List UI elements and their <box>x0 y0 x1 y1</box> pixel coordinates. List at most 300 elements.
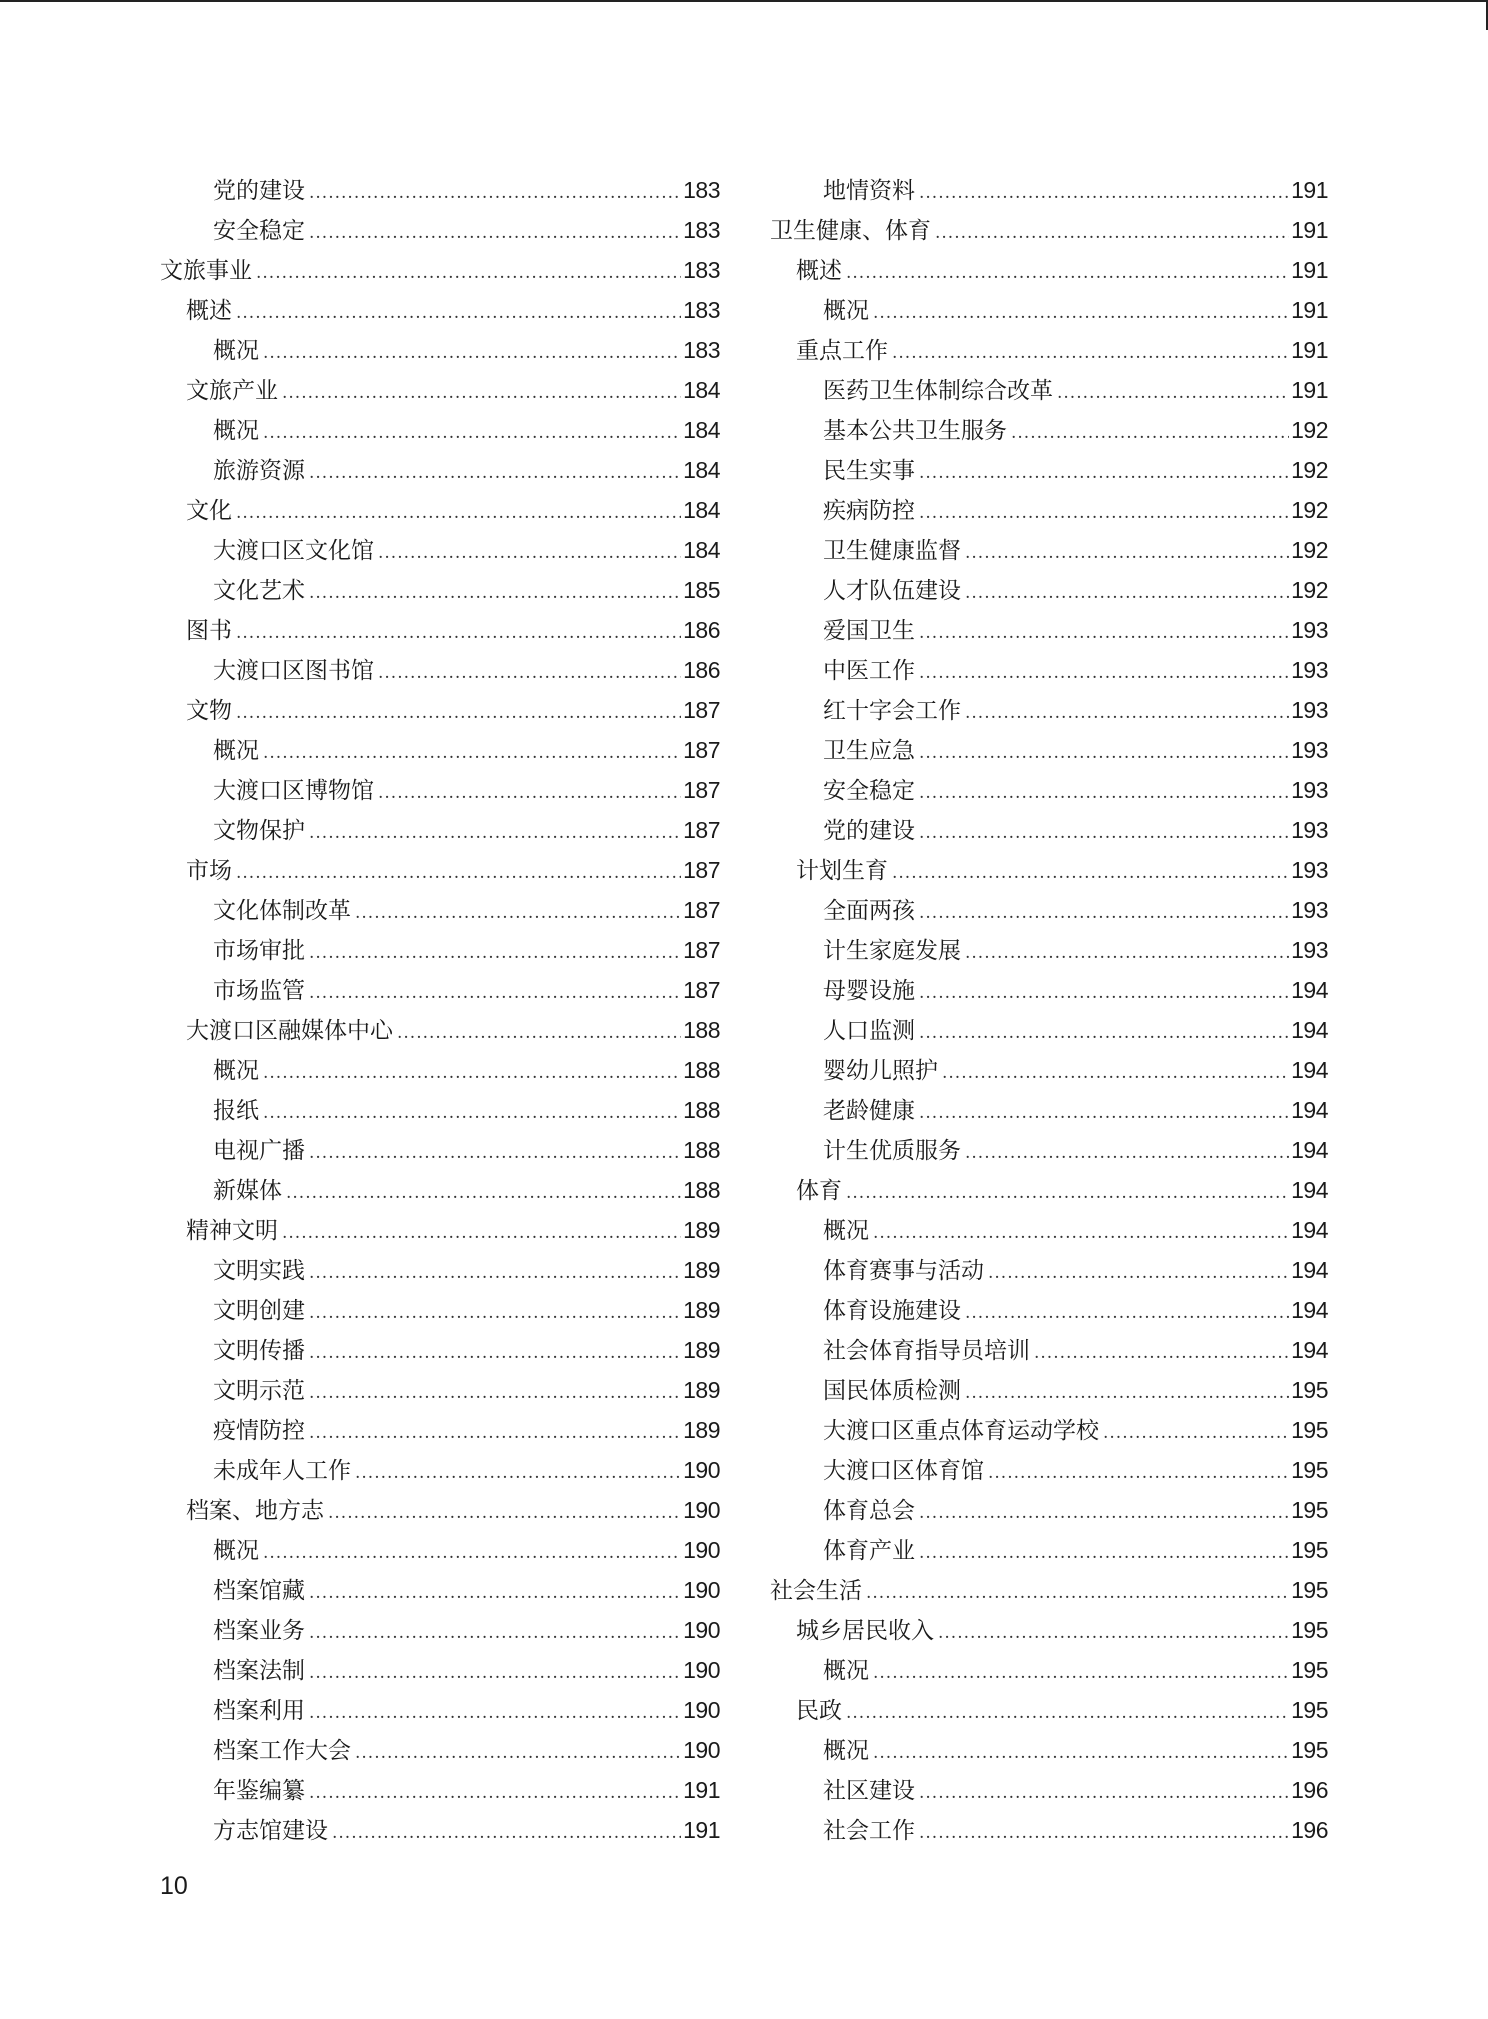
dot-leader <box>919 1493 1289 1533</box>
toc-entry[interactable] <box>160 1370 720 1410</box>
toc-entry-page: 191 <box>683 1817 720 1843</box>
toc-entry-page: 196 <box>1291 1817 1328 1843</box>
toc-entry-page: 184 <box>683 417 720 443</box>
dot-leader <box>846 1173 1289 1213</box>
toc-entry-page: 189 <box>683 1337 720 1363</box>
dot-leader <box>309 1693 681 1733</box>
toc-entry-title: 电视广播 <box>213 1138 305 1164</box>
toc-entry-page: 187 <box>683 857 720 883</box>
toc-entry[interactable] <box>770 610 1328 650</box>
toc-entry[interactable] <box>160 810 720 850</box>
dot-leader <box>309 973 681 1013</box>
toc-entry-page: 187 <box>683 737 720 763</box>
toc-entry-title: 中医工作 <box>823 658 915 684</box>
toc-entry-title: 体育产业 <box>823 1538 915 1564</box>
toc-entry[interactable] <box>160 610 720 650</box>
dot-leader <box>256 253 681 293</box>
toc-entry-title: 文明创建 <box>213 1298 305 1324</box>
toc-entry-page: 183 <box>683 297 720 323</box>
toc-entry-page: 187 <box>683 697 720 723</box>
toc-entry-title: 市场 <box>186 858 232 884</box>
dot-leader <box>378 773 681 813</box>
toc-entry-title: 档案业务 <box>213 1618 305 1644</box>
toc-entry[interactable] <box>160 730 720 770</box>
toc-entry[interactable] <box>770 970 1328 1010</box>
toc-entry-page: 194 <box>1291 1337 1328 1363</box>
toc-entry[interactable] <box>770 1170 1328 1210</box>
dot-leader <box>873 1733 1289 1773</box>
toc-entry-page: 192 <box>1291 457 1328 483</box>
toc-entry[interactable] <box>160 1010 720 1050</box>
dot-leader <box>309 1133 681 1173</box>
toc-entry[interactable] <box>160 450 720 490</box>
toc-entry-page: 188 <box>683 1177 720 1203</box>
toc-entry-page: 194 <box>1291 1177 1328 1203</box>
toc-entry-page: 195 <box>1291 1377 1328 1403</box>
toc-entry-title: 概况 <box>213 738 259 764</box>
toc-entry[interactable] <box>160 1810 720 1850</box>
toc-entry-page: 191 <box>1291 217 1328 243</box>
toc-entry-page: 186 <box>683 657 720 683</box>
toc-entry-title: 档案、地方志 <box>186 1498 324 1524</box>
toc-entry-title: 人才队伍建设 <box>823 578 961 604</box>
toc-entry-page: 190 <box>683 1497 720 1523</box>
dot-leader <box>965 1133 1289 1173</box>
dot-leader <box>309 1293 681 1333</box>
toc-entry[interactable] <box>160 1450 720 1490</box>
toc-entry[interactable] <box>770 850 1328 890</box>
toc-entry-title: 概况 <box>213 1538 259 1564</box>
toc-entry[interactable] <box>770 1490 1328 1530</box>
toc-entry-page: 187 <box>683 777 720 803</box>
toc-entry-title: 概述 <box>796 258 842 284</box>
toc-entry-page: 193 <box>1291 737 1328 763</box>
dot-leader <box>965 1373 1289 1413</box>
toc-entry[interactable] <box>160 1490 720 1530</box>
toc-entry[interactable] <box>160 570 720 610</box>
toc-entry-page: 184 <box>683 377 720 403</box>
toc-entry-title: 文物 <box>186 698 232 724</box>
toc-entry[interactable] <box>770 490 1328 530</box>
toc-entry-title: 文化艺术 <box>213 578 305 604</box>
toc-entry[interactable] <box>770 1450 1328 1490</box>
toc-entry[interactable] <box>770 1010 1328 1050</box>
toc-entry-page: 192 <box>1291 497 1328 523</box>
toc-entry[interactable] <box>160 1210 720 1250</box>
toc-entry-page: 193 <box>1291 937 1328 963</box>
toc-entry[interactable] <box>160 1410 720 1450</box>
toc-entry-title: 全面两孩 <box>823 898 915 924</box>
toc-entry[interactable] <box>770 1050 1328 1090</box>
toc-entry-title: 旅游资源 <box>213 458 305 484</box>
toc-entry[interactable] <box>160 690 720 730</box>
toc-entry-page: 184 <box>683 497 720 523</box>
toc-entry[interactable] <box>770 330 1328 370</box>
toc-entry[interactable] <box>770 410 1328 450</box>
dot-leader <box>263 1053 681 1093</box>
dot-leader <box>263 333 681 373</box>
dot-leader <box>263 1533 681 1573</box>
toc-entry[interactable] <box>770 1130 1328 1170</box>
toc-entry-title: 档案利用 <box>213 1698 305 1724</box>
toc-entry-title: 基本公共卫生服务 <box>823 418 1007 444</box>
toc-entry-page: 193 <box>1291 617 1328 643</box>
toc-entry-title: 文旅产业 <box>186 378 278 404</box>
dot-leader <box>263 733 681 773</box>
toc-entry[interactable] <box>770 810 1328 850</box>
toc-entry[interactable] <box>160 1650 720 1690</box>
toc-entry[interactable] <box>160 1170 720 1210</box>
dot-leader <box>919 653 1289 693</box>
toc-entry[interactable] <box>160 850 720 890</box>
toc-entry-title: 市场监管 <box>213 978 305 1004</box>
toc-entry[interactable] <box>770 1690 1328 1730</box>
dot-leader <box>236 613 681 653</box>
toc-entry-title: 社区建设 <box>823 1778 915 1804</box>
toc-entry-title: 母婴设施 <box>823 978 915 1004</box>
toc-entry[interactable] <box>160 1250 720 1290</box>
dot-leader <box>309 1773 681 1813</box>
toc-entry-title: 大渡口区体育馆 <box>823 1458 984 1484</box>
toc-entry[interactable] <box>160 410 720 450</box>
toc-entry[interactable] <box>770 1650 1328 1690</box>
toc-entry-page: 195 <box>1291 1657 1328 1683</box>
dot-leader <box>873 1213 1289 1253</box>
toc-entry-page: 193 <box>1291 657 1328 683</box>
toc-entry[interactable] <box>770 1290 1328 1330</box>
toc-entry-title: 文旅事业 <box>160 258 252 284</box>
toc-left-column <box>160 170 720 1850</box>
toc-entry[interactable] <box>160 1050 720 1090</box>
toc-entry-title: 精神文明 <box>186 1218 278 1244</box>
dot-leader <box>1103 1413 1289 1453</box>
toc-entry[interactable] <box>770 370 1328 410</box>
toc-entry[interactable] <box>160 330 720 370</box>
toc-entry-title: 地情资料 <box>823 178 915 204</box>
toc-entry-page: 187 <box>683 937 720 963</box>
toc-entry-title: 卫生健康监督 <box>823 538 961 564</box>
toc-entry-title: 计划生育 <box>796 858 888 884</box>
toc-entry-page: 187 <box>683 817 720 843</box>
top-border-line <box>0 0 1488 2</box>
toc-entry-page: 183 <box>683 337 720 363</box>
toc-entry-title: 大渡口区图书馆 <box>213 658 374 684</box>
toc-entry[interactable] <box>160 770 720 810</box>
toc-entry[interactable] <box>770 290 1328 330</box>
toc-entry-page: 190 <box>683 1657 720 1683</box>
dot-leader <box>965 533 1289 573</box>
toc-entry-page: 183 <box>683 177 720 203</box>
toc-entry-page: 191 <box>683 1777 720 1803</box>
toc-entry[interactable] <box>770 170 1328 210</box>
toc-entry-title: 大渡口区融媒体中心 <box>186 1018 393 1044</box>
toc-entry-title: 社会生活 <box>770 1578 862 1604</box>
toc-entry[interactable] <box>160 170 720 210</box>
toc-entry-page: 193 <box>1291 897 1328 923</box>
dot-leader <box>892 853 1289 893</box>
dot-leader <box>286 1173 681 1213</box>
toc-entry[interactable] <box>770 770 1328 810</box>
toc-entry-title: 安全稳定 <box>823 778 915 804</box>
toc-entry[interactable] <box>160 530 720 570</box>
toc-entry-page: 191 <box>1291 257 1328 283</box>
toc-entry[interactable] <box>770 1210 1328 1250</box>
toc-entry[interactable] <box>160 1690 720 1730</box>
toc-entry-page: 189 <box>683 1377 720 1403</box>
dot-leader <box>397 1013 681 1053</box>
toc-entry[interactable] <box>160 1130 720 1170</box>
toc-entry-page: 188 <box>683 1017 720 1043</box>
dot-leader <box>1011 413 1289 453</box>
toc-entry[interactable] <box>160 1290 720 1330</box>
toc-entry-title: 档案法制 <box>213 1658 305 1684</box>
toc-entry-page: 186 <box>683 617 720 643</box>
toc-entry-title: 概况 <box>213 338 259 364</box>
toc-entry[interactable] <box>770 1330 1328 1370</box>
dot-leader <box>846 1693 1289 1733</box>
toc-entry-page: 188 <box>683 1057 720 1083</box>
toc-entry[interactable] <box>160 290 720 330</box>
dot-leader <box>919 613 1289 653</box>
toc-entry-page: 194 <box>1291 1297 1328 1323</box>
toc-entry[interactable] <box>770 930 1328 970</box>
toc-entry-page: 189 <box>683 1297 720 1323</box>
toc-entry-title: 爱国卫生 <box>823 618 915 644</box>
dot-leader <box>919 973 1289 1013</box>
toc-entry[interactable] <box>160 1090 720 1130</box>
toc-entry-page: 194 <box>1291 1057 1328 1083</box>
dot-leader <box>309 1333 681 1373</box>
toc-entry-page: 190 <box>683 1737 720 1763</box>
toc-entry-title: 文物保护 <box>213 818 305 844</box>
toc-entry-page: 193 <box>1291 777 1328 803</box>
dot-leader <box>988 1253 1289 1293</box>
toc-entry[interactable] <box>770 1250 1328 1290</box>
toc-entry[interactable] <box>160 930 720 970</box>
toc-entry-page: 191 <box>1291 177 1328 203</box>
toc-entry-title: 文明示范 <box>213 1378 305 1404</box>
toc-entry[interactable] <box>160 1570 720 1610</box>
toc-entry-page: 190 <box>683 1697 720 1723</box>
toc-entry[interactable] <box>770 570 1328 610</box>
dot-leader <box>309 453 681 493</box>
toc-entry-title: 概况 <box>823 1738 869 1764</box>
toc-entry-page: 193 <box>1291 817 1328 843</box>
toc-entry-title: 年鉴编纂 <box>213 1778 305 1804</box>
toc-entry-page: 187 <box>683 977 720 1003</box>
dot-leader <box>919 813 1289 853</box>
toc-entry-page: 192 <box>1291 417 1328 443</box>
toc-entry[interactable] <box>770 690 1328 730</box>
toc-entry-page: 194 <box>1291 1137 1328 1163</box>
toc-entry-title: 社会工作 <box>823 1818 915 1844</box>
dot-leader <box>1034 1333 1289 1373</box>
toc-entry-title: 人口监测 <box>823 1018 915 1044</box>
toc-entry[interactable] <box>160 250 720 290</box>
toc-entry-page: 191 <box>1291 297 1328 323</box>
dot-leader <box>965 1293 1289 1333</box>
toc-entry[interactable] <box>160 970 720 1010</box>
toc-entry[interactable] <box>770 1370 1328 1410</box>
dot-leader <box>355 1733 681 1773</box>
dot-leader <box>873 1653 1289 1693</box>
dot-leader <box>309 1253 681 1293</box>
toc-entry-page: 187 <box>683 897 720 923</box>
dot-leader <box>309 173 681 213</box>
toc-entry[interactable] <box>770 1530 1328 1570</box>
dot-leader <box>309 1573 681 1613</box>
toc-entry-title: 民生实事 <box>823 458 915 484</box>
toc-entry-title: 安全稳定 <box>213 218 305 244</box>
toc-entry[interactable] <box>770 450 1328 490</box>
toc-entry-title: 报纸 <box>213 1098 259 1124</box>
dot-leader <box>965 573 1289 613</box>
dot-leader <box>988 1453 1289 1493</box>
toc-entry-title: 社会体育指导员培训 <box>823 1338 1030 1364</box>
toc-entry[interactable] <box>770 1730 1328 1770</box>
toc-entry[interactable] <box>160 890 720 930</box>
toc-entry-title: 党的建设 <box>213 178 305 204</box>
toc-entry-title: 文化 <box>186 498 232 524</box>
dot-leader <box>919 773 1289 813</box>
dot-leader <box>236 493 681 533</box>
toc-entry-page: 195 <box>1291 1697 1328 1723</box>
toc-entry-title: 民政 <box>796 1698 842 1724</box>
dot-leader <box>309 1613 681 1653</box>
dot-leader <box>919 893 1289 933</box>
dot-leader <box>378 653 681 693</box>
toc-entry-page: 189 <box>683 1417 720 1443</box>
toc-entry-title: 概况 <box>823 298 869 324</box>
toc-entry[interactable] <box>160 370 720 410</box>
toc-entry-page: 194 <box>1291 1257 1328 1283</box>
toc-entry-page: 196 <box>1291 1777 1328 1803</box>
toc-entry-page: 194 <box>1291 1097 1328 1123</box>
toc-entry[interactable] <box>770 890 1328 930</box>
toc-entry-page: 191 <box>1291 377 1328 403</box>
toc-entry-title: 概况 <box>823 1218 869 1244</box>
toc-entry[interactable] <box>770 1810 1328 1850</box>
toc-entry-title: 计生家庭发展 <box>823 938 961 964</box>
dot-leader <box>919 1093 1289 1133</box>
dot-leader <box>309 213 681 253</box>
toc-entry-page: 194 <box>1291 1017 1328 1043</box>
toc-entry[interactable] <box>770 1090 1328 1130</box>
dot-leader <box>309 1373 681 1413</box>
dot-leader <box>892 333 1289 373</box>
toc-entry-page: 190 <box>683 1577 720 1603</box>
dot-leader <box>919 493 1289 533</box>
toc-entry-page: 183 <box>683 257 720 283</box>
toc-entry[interactable] <box>160 650 720 690</box>
toc-entry-title: 概况 <box>213 418 259 444</box>
toc-entry-title: 大渡口区重点体育运动学校 <box>823 1418 1099 1444</box>
toc-entry-title: 概况 <box>823 1658 869 1684</box>
toc-entry[interactable] <box>770 530 1328 570</box>
dot-leader <box>309 1413 681 1453</box>
toc-entry[interactable] <box>160 1330 720 1370</box>
toc-entry-title: 疾病防控 <box>823 498 915 524</box>
dot-leader <box>919 453 1289 493</box>
toc-entry-title: 文明实践 <box>213 1258 305 1284</box>
toc-entry-title: 城乡居民收入 <box>796 1618 934 1644</box>
toc-entry-page: 195 <box>1291 1617 1328 1643</box>
dot-leader <box>309 813 681 853</box>
toc-entry[interactable] <box>160 1530 720 1570</box>
dot-leader <box>919 1533 1289 1573</box>
toc-entry-page: 184 <box>683 537 720 563</box>
toc-entry[interactable] <box>770 1770 1328 1810</box>
toc-entry-title: 市场审批 <box>213 938 305 964</box>
toc-right-column <box>770 170 1328 1850</box>
toc-entry-page: 188 <box>683 1137 720 1163</box>
toc-entry[interactable] <box>770 250 1328 290</box>
dot-leader <box>309 933 681 973</box>
toc-entry-page: 190 <box>683 1617 720 1643</box>
dot-leader <box>309 573 681 613</box>
dot-leader <box>919 733 1289 773</box>
toc-entry-title: 体育设施建设 <box>823 1298 961 1324</box>
toc-entry-page: 193 <box>1291 857 1328 883</box>
toc-entry[interactable] <box>160 1610 720 1650</box>
toc-entry-title: 体育赛事与活动 <box>823 1258 984 1284</box>
toc-entry-page: 183 <box>683 217 720 243</box>
toc-entry-title: 未成年人工作 <box>213 1458 351 1484</box>
toc-entry-page: 195 <box>1291 1577 1328 1603</box>
toc-entry-page: 192 <box>1291 577 1328 603</box>
toc-entry-page: 184 <box>683 457 720 483</box>
toc-entry[interactable] <box>160 490 720 530</box>
toc-entry-title: 方志馆建设 <box>213 1818 328 1844</box>
toc-entry-title: 卫生健康、体育 <box>770 218 931 244</box>
dot-leader <box>355 1453 681 1493</box>
toc-entry-page: 188 <box>683 1097 720 1123</box>
toc-entry-title: 老龄健康 <box>823 1098 915 1124</box>
dot-leader <box>919 1013 1289 1053</box>
toc-entry-title: 卫生应急 <box>823 738 915 764</box>
dot-leader <box>332 1813 681 1853</box>
toc-entry-title: 大渡口区文化馆 <box>213 538 374 564</box>
toc-entry-title: 概况 <box>213 1058 259 1084</box>
toc-entry-page: 190 <box>683 1457 720 1483</box>
toc-entry[interactable] <box>160 210 720 250</box>
dot-leader <box>873 293 1289 333</box>
toc-entry-title: 体育 <box>796 1178 842 1204</box>
toc-entry[interactable] <box>770 210 1328 250</box>
toc-entry-title: 红十字会工作 <box>823 698 961 724</box>
toc-entry-page: 195 <box>1291 1497 1328 1523</box>
toc-entry-page: 191 <box>1291 337 1328 363</box>
toc-entry-page: 189 <box>683 1257 720 1283</box>
dot-leader <box>282 373 681 413</box>
toc-entry-page: 195 <box>1291 1537 1328 1563</box>
toc-entry-title: 党的建设 <box>823 818 915 844</box>
toc-entry[interactable] <box>770 1570 1328 1610</box>
toc-entry[interactable] <box>770 650 1328 690</box>
toc-entry-title: 档案工作大会 <box>213 1738 351 1764</box>
dot-leader <box>866 1573 1289 1613</box>
toc-entry-page: 189 <box>683 1217 720 1243</box>
toc-entry-page: 194 <box>1291 977 1328 1003</box>
toc-entry[interactable] <box>770 730 1328 770</box>
toc-entry-title: 文化体制改革 <box>213 898 351 924</box>
toc-entry[interactable] <box>160 1770 720 1810</box>
toc-entry[interactable] <box>770 1410 1328 1450</box>
toc-entry-title: 图书 <box>186 618 232 644</box>
toc-entry[interactable] <box>160 1730 720 1770</box>
toc-entry[interactable] <box>770 1610 1328 1650</box>
toc-entry-title: 新媒体 <box>213 1178 282 1204</box>
